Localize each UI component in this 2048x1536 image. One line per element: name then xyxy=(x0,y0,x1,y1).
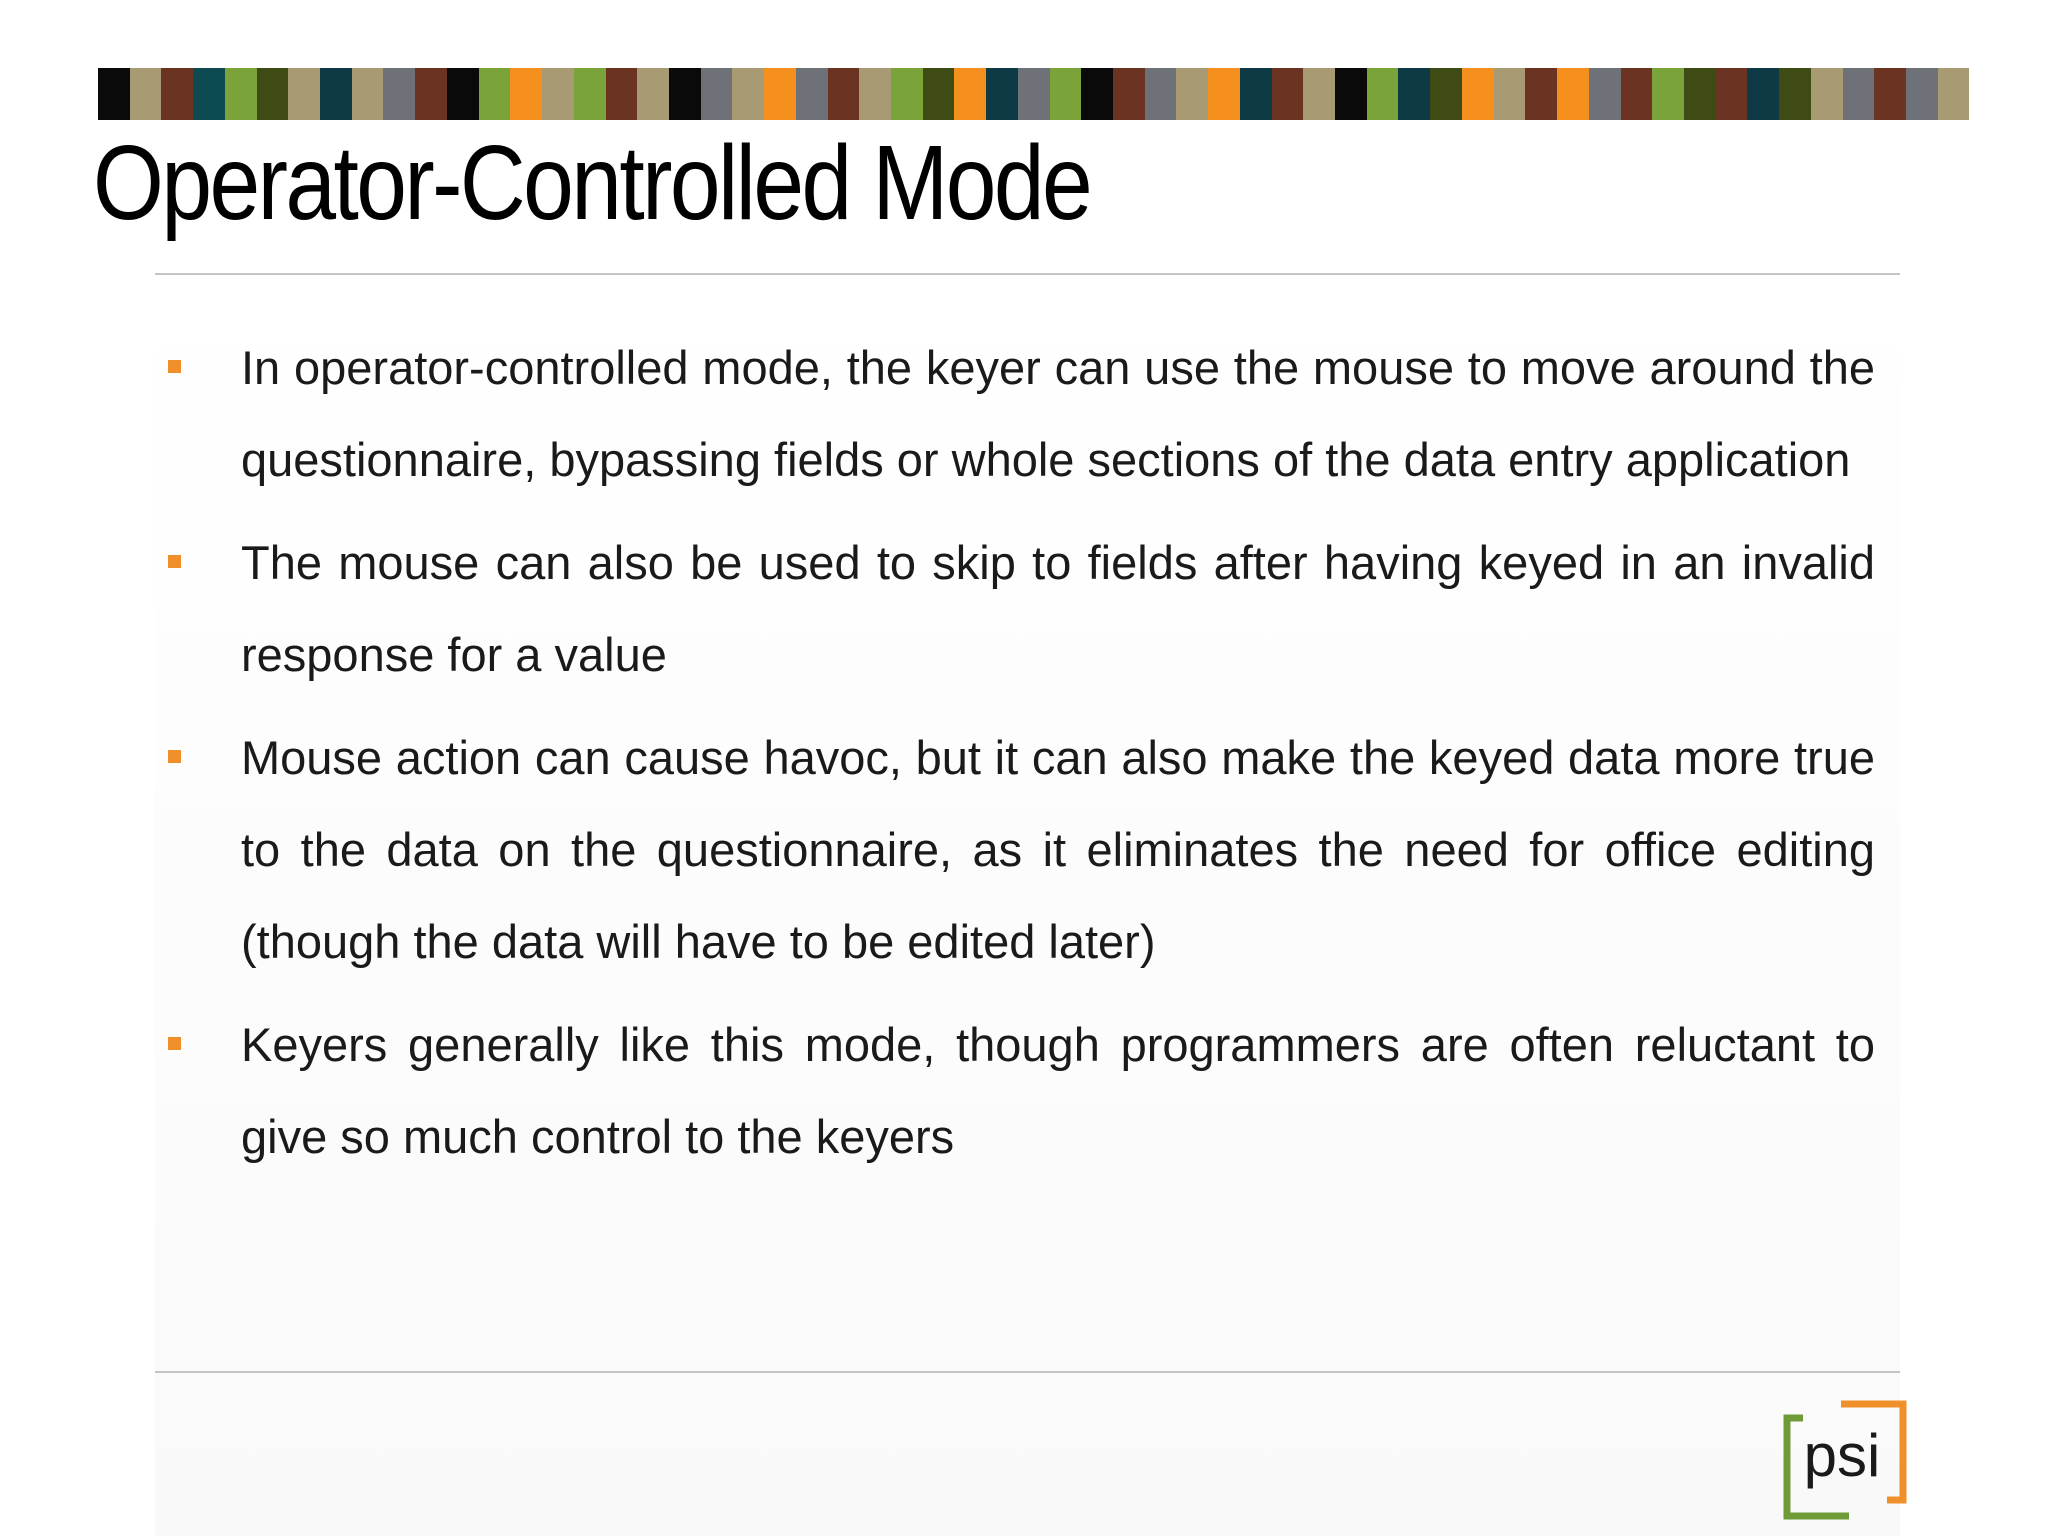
psi-logo xyxy=(1779,1400,1909,1520)
color-bar-segment xyxy=(320,68,352,120)
color-bar-segment xyxy=(1208,68,1240,120)
slide-title: Operator-Controlled Mode xyxy=(93,124,1091,242)
bullet-item xyxy=(155,999,1875,1183)
logo-text: psi xyxy=(1803,1422,1881,1489)
color-bar-segment xyxy=(161,68,193,120)
color-bar-segment xyxy=(288,68,320,120)
color-bar-segment xyxy=(669,68,701,120)
color-bar-segment xyxy=(1176,68,1208,120)
color-bar-segment xyxy=(130,68,162,120)
color-bar-segment xyxy=(1240,68,1272,120)
color-bar-segment xyxy=(1398,68,1430,120)
color-bar-segment xyxy=(479,68,511,120)
color-bar-segment xyxy=(954,68,986,120)
color-bar-segment xyxy=(1557,68,1589,120)
color-bar-segment xyxy=(1938,68,1970,120)
color-bar-segment xyxy=(1335,68,1367,120)
bullet-text: The mouse can also be used to skip to fields after having keyed in an invalid response for a value xyxy=(241,536,1875,681)
color-bar-segment xyxy=(1081,68,1113,120)
color-bar-segment xyxy=(1747,68,1779,120)
color-bar-segment xyxy=(1843,68,1875,120)
color-bar-segment xyxy=(1145,68,1177,120)
bullet-text: In operator-controlled mode, the keyer can use the mouse to move around the questionnaire, bypassing fields or whole sections of the data entry application xyxy=(241,341,1875,486)
bullet-text: Mouse action can cause havoc, but it can also make the keyed data more true to the data on the questionnaire, as it eliminates the need for office editing (though the data will have to be edited later) xyxy=(241,731,1875,968)
color-bar-segment xyxy=(1367,68,1399,120)
color-bar-segment xyxy=(859,68,891,120)
bullet-list xyxy=(155,322,1875,1194)
color-bar-segment xyxy=(701,68,733,120)
square-bullet-icon xyxy=(168,360,181,373)
color-bar-segment xyxy=(257,68,289,120)
color-bar-segment xyxy=(1018,68,1050,120)
color-bar-segment xyxy=(1652,68,1684,120)
color-bar-segment xyxy=(986,68,1018,120)
color-bar-segment xyxy=(828,68,860,120)
color-bar-segment xyxy=(447,68,479,120)
bullet-item xyxy=(155,517,1875,701)
top-divider xyxy=(155,273,1900,275)
color-bar-segment xyxy=(1430,68,1462,120)
square-bullet-icon xyxy=(168,555,181,568)
color-bar-segment xyxy=(1272,68,1304,120)
color-bar-segment xyxy=(98,68,130,120)
color-bar-segment xyxy=(1684,68,1716,120)
color-bar-segment xyxy=(1874,68,1906,120)
color-bar-segment xyxy=(383,68,415,120)
color-bar-segment xyxy=(1113,68,1145,120)
square-bullet-icon xyxy=(168,1037,181,1050)
color-bar-segment xyxy=(1589,68,1621,120)
color-bar-segment xyxy=(1462,68,1494,120)
color-bar-segment xyxy=(1779,68,1811,120)
bottom-divider xyxy=(155,1371,1900,1373)
color-bar-segment xyxy=(1303,68,1335,120)
color-bar-segment xyxy=(637,68,669,120)
color-bar-segment xyxy=(606,68,638,120)
color-bar-segment xyxy=(1716,68,1748,120)
color-bar-segment xyxy=(1050,68,1082,120)
decorative-color-bar xyxy=(98,68,1970,120)
color-bar-segment xyxy=(542,68,574,120)
color-bar-segment xyxy=(732,68,764,120)
bullet-item xyxy=(155,322,1875,506)
color-bar-segment xyxy=(923,68,955,120)
color-bar-segment xyxy=(574,68,606,120)
color-bar-segment xyxy=(193,68,225,120)
color-bar-segment xyxy=(796,68,828,120)
color-bar-segment xyxy=(1494,68,1526,120)
color-bar-segment xyxy=(891,68,923,120)
color-bar-segment xyxy=(1811,68,1843,120)
color-bar-segment xyxy=(510,68,542,120)
color-bar-segment xyxy=(1525,68,1557,120)
color-bar-segment xyxy=(225,68,257,120)
square-bullet-icon xyxy=(168,750,181,763)
bullet-item xyxy=(155,712,1875,988)
bullet-text: Keyers generally like this mode, though programmers are often reluctant to give so much control to the keyers xyxy=(241,1018,1875,1163)
color-bar-segment xyxy=(415,68,447,120)
color-bar-segment xyxy=(352,68,384,120)
color-bar-segment xyxy=(1906,68,1938,120)
color-bar-segment xyxy=(764,68,796,120)
color-bar-segment xyxy=(1621,68,1653,120)
